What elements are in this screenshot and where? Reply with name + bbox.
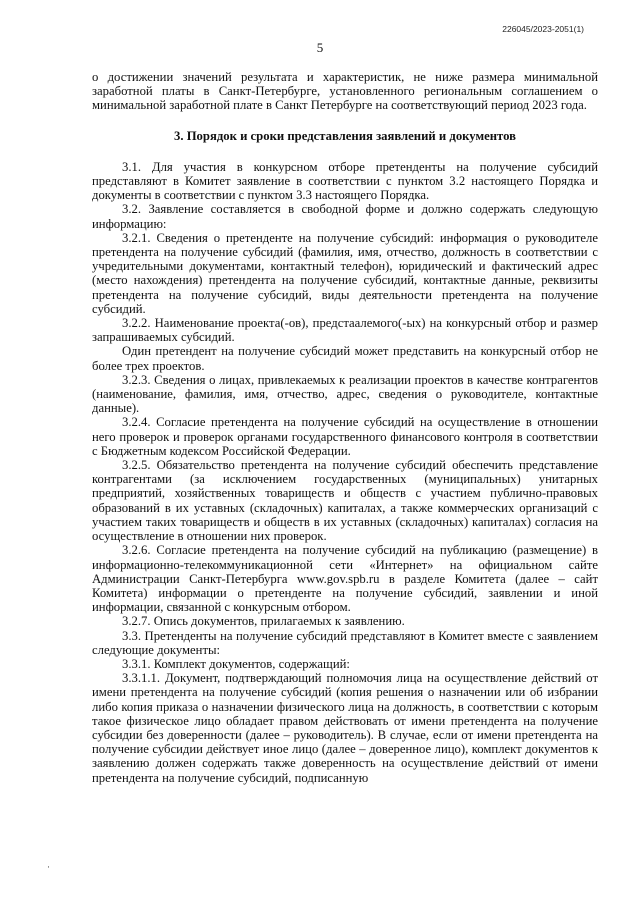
paragraph-3-2-1: 3.2.1. Сведения о претенденте на получение субсидий: информация о руководителе претендента на получение субсидий (фамилия, имя, отчество, должность в соответствии с учредительными документами, контактный телефон), юридический и фактический адрес (место нахождения) претендента на получение субсидий, контактные данные, реквизиты претендента на получение субсидий, виды деятельности претендента на получение субсидий. [92, 230, 598, 316]
paragraph-3-2: 3.2. Заявление составляется в свободной форме и должно содержать следующую информацию: [92, 202, 598, 231]
paragraph-single-applicant: Один претендент на получение субсидий может представить на конкурсный отбор не более трех проектов. [92, 344, 598, 373]
paragraph-3-2-5: 3.2.5. Обязательство претендента на получение субсидий обеспечить представление контрагентами (за исключением государственных (муниципальных) унитарных предприятий, хозяйственных товариществ и обществ с участием публично-правовых образований в их уставных (складочных) капиталах, а также коммерческих организаций с участием таких товариществ и обществ в их уставных (складочных) капиталах) согласия на осуществление в отношении них проверок. [92, 458, 598, 544]
paragraph-continuation: о достижении значений результата и характеристик, не ниже размера минимальной заработной платы в Санкт-Петербурге, установленного региональным соглашением о минимальной заработной плате в Санкт Петербурге на соответствующий период 2023 года. [92, 70, 598, 113]
paragraph-3-3-1-1: 3.3.1.1. Документ, подтверждающий полномочия лица на осуществление действий от имени претендента на получение субсидий (копия решения о назначении или об избрании либо копия приказа о назначении физического лица на должность, в соответствии с которым такое физическое лицо обладает правом действовать от имени претендента на получение субсидии без доверенности (далее – руководитель). В случае, если от имени претендента на получение субсидии действует иное лицо (далее – доверенное лицо), комплект документов к заявлению должен содержать также доверенность на осуществление действий от имени претендента на получение субсидий, подписанную [92, 671, 598, 785]
section-heading: 3. Порядок и сроки представления заявлений и документов [174, 128, 516, 143]
document-number: 226045/2023-2051(1) [502, 24, 584, 34]
paragraph-3-2-7: 3.2.7. Опись документов, прилагаемых к заявлению. [122, 614, 405, 629]
paragraph-3-2-6: 3.2.6. Согласие претендента на получение субсидий на публикацию (размещение) в информационно-телекоммуникационной сети «Интернет» на официальном сайте Администрации Санкт-Петербурга www.gov.spb.ru в разделе Комитета (далее – сайт Комитета) информации о претенденте на получение субсидий, заявлении и иной информации, связанной с конкурсным отбором. [92, 543, 598, 615]
paragraph-3-3-1: 3.3.1. Комплект документов, содержащий: [122, 656, 350, 671]
paragraph-3-1: 3.1. Для участия в конкурсном отборе претенденты на получение субсидий представляют в Комитет заявление в соответствии с пунктом 3.2 настоящего Порядка и документы в соответствии с пунктом 3.3 настоящего Порядка. [92, 159, 598, 203]
paragraph-3-2-3: 3.2.3. Сведения о лицах, привлекаемых к реализации проектов в качестве контрагентов (наименование, фамилия, имя, отчество, адрес, сведения о руководителе, контактные данные). [92, 372, 598, 416]
paragraph-3-2-4: 3.2.4. Согласие претендента на получение субсидий на осуществление в отношении него проверок и проверок органами государственного финансового контроля в соответствии с Бюджетным кодексом Российской Федерации. [92, 415, 598, 458]
document-body [92, 70, 598, 785]
paragraph-3-2-2: 3.2.2. Наименование проекта(-ов), предстаалемого(-ых) на конкурсный отбор и размер запрашиваемых субсидий. [92, 316, 598, 345]
paragraph-3-3: 3.3. Претенденты на получение субсидий представляют в Комитет вместе с заявлением следующие документы: [92, 628, 598, 657]
page-number: 5 [316, 40, 324, 55]
scan-mark: · [47, 862, 50, 872]
